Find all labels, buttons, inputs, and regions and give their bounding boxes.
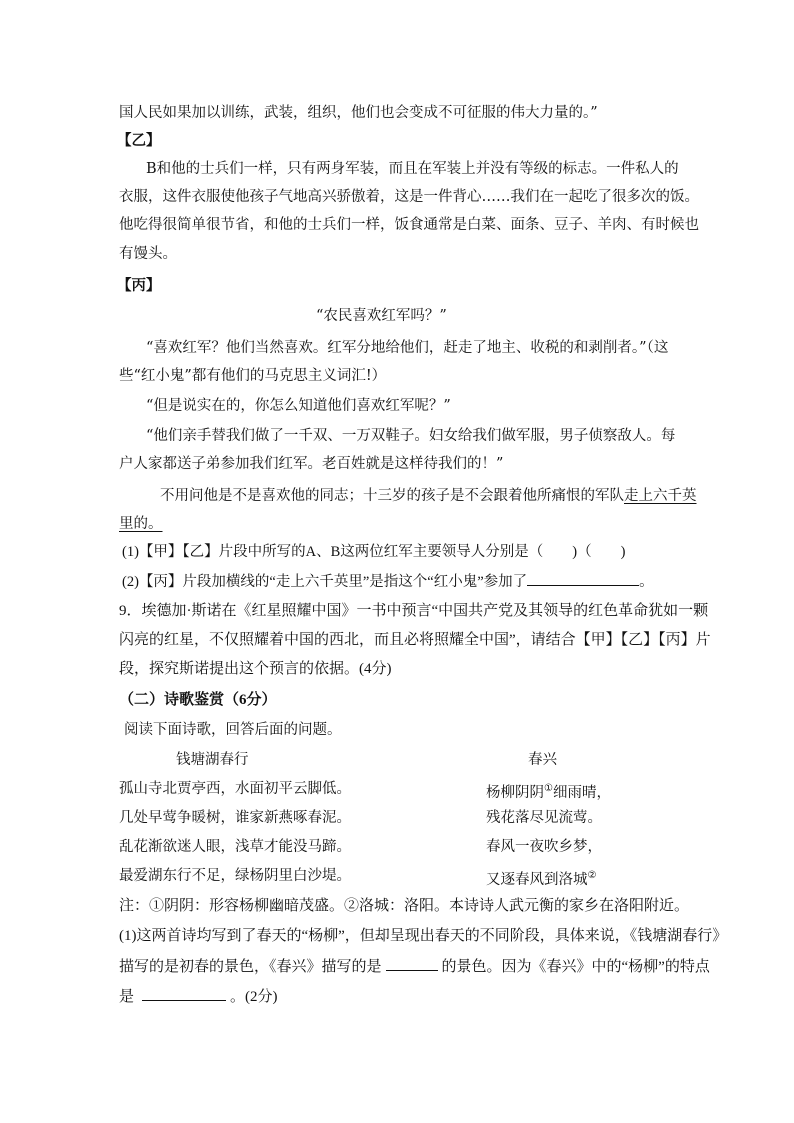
poem-2-line: 残花落尽见流莺。 (486, 810, 602, 826)
answer-blank[interactable] (142, 986, 226, 1001)
poem-1-line: 最爱湖东行不足，绿杨阴里白沙堤。 (119, 868, 351, 884)
poetry-question-text: 的景色。因为《春兴》中的“杨柳”的特点 (441, 959, 710, 975)
poem-2-line (486, 779, 611, 803)
underlined-phrase: 走上六千英 (624, 488, 697, 504)
poem-2-text: 细雨晴， (552, 784, 611, 801)
poem-2-title: 春兴 (528, 752, 557, 768)
question-9-line: 段，探究斯诺提出这个预言的依据。(4分) (119, 661, 392, 677)
answer-blank[interactable] (386, 956, 438, 971)
poem-1-line: 几处早莺争暖树，谁家新燕啄春泥。 (119, 810, 351, 826)
section-bing-line: 户人家都送子弟参加我们红军。老百姓就是这样待我们的！” (119, 456, 504, 472)
answer-blank[interactable] (527, 571, 639, 586)
poetry-question-text: 。(2分) (230, 989, 278, 1005)
section-bing-line: 些“红小鬼”都有他们的马克思主义词汇!） (119, 368, 387, 384)
underlined-phrase: 里的。 (119, 516, 163, 532)
question-2 (122, 571, 654, 592)
section-bing-line: “他们亲手替我们做了一千双、一万双鞋子。妇女给我们做军服，男子侦察敌人。每 (146, 428, 676, 444)
poetry-question-line (119, 956, 710, 977)
poetry-question-text: 描写的是初春的景色，《春兴》描写的是 (119, 959, 382, 975)
poem-1-line: 孤山寺北贾亭西，水面初平云脚低。 (119, 781, 351, 797)
section-yi-line: 有馒头。 (119, 246, 177, 262)
question-9-line: 9．埃德加·斯诺在《红星照耀中国》一书中预言“中国共产党及其领导的红色革命犹如一颗 (119, 603, 709, 619)
poem-2-line (486, 866, 596, 890)
section-yi-line: B和他的士兵们一样，只有两身军装，而且在军装上并没有等级的标志。一件私人的 (146, 161, 679, 177)
poem-1-line: 乱花渐欲迷人眼，浅草才能没马蹄。 (119, 839, 351, 855)
section-yi-line: 衣服，这件衣服使他孩子气地高兴骄傲着，这是一件背心……我们在一起吃了很多次的饭。 (119, 189, 699, 205)
question-2-text: (2)【丙】片段加横线的“走上六千英里”是指这个“红小鬼”参加了 (122, 574, 528, 590)
question-1: (1)【甲】【乙】片段中所写的A、B这两位红军主要领导人分别是（ )（ ) (122, 544, 626, 560)
poetry-notes: 注：①阴阴：形容杨柳幽暗茂盛。②洛城：洛阳。本诗诗人武元衡的家乡在洛阳附近。 (119, 898, 690, 914)
poem-2-text: 杨柳阴阴 (486, 784, 544, 801)
poetry-instruction: 阅读下面诗歌，回答后面的问题。 (124, 722, 342, 738)
section-bing-label: 【丙】 (117, 277, 161, 294)
footnote-marker: ① (544, 783, 553, 794)
section-bing-line (160, 486, 697, 506)
poem-2-text: 又逐春风到洛城 (486, 871, 588, 888)
poetry-question-text: 是 (119, 989, 135, 1005)
section-bing-line: “但是说实在的，你怎么知道他们喜欢红军呢？” (146, 398, 451, 414)
question-2-end: 。 (639, 574, 654, 590)
section-yi-line: 他吃得很简单很节省，和他的士兵们一样，饭食通常是白菜、面条、豆子、羊肉、有时候也 (119, 217, 699, 233)
section-bing-center-line: “农民喜欢红军吗？” (316, 308, 447, 324)
poem-2-line: 春风一夜吹乡梦， (486, 839, 602, 855)
section-bing-line: “喜欢红军？他们当然喜欢。红军分地给他们，赶走了地主、收税的和剥削者。”（这 (146, 340, 669, 356)
poetry-question-line (119, 986, 278, 1007)
prev-paragraph-line: 国人民如果加以训练，武装，组织，他们也会变成不可征服的伟大力量的。” (119, 105, 598, 121)
question-9-line: 闪亮的红星，不仅照耀着中国的西北，而且必将照耀全中国”，请结合【甲】【乙】【丙】片 (119, 632, 711, 648)
poem-1-title: 钱塘湖春行 (176, 752, 249, 768)
section-yi-label: 【乙】 (117, 132, 161, 149)
section-bing-text: 不用问他是不是喜欢他的同志；十三岁的孩子是不会跟着他所痛恨的军队 (160, 488, 624, 504)
section-bing-line (119, 514, 163, 534)
footnote-marker: ② (587, 870, 597, 881)
poetry-question-line: (1)这两首诗均写到了春天的“杨柳”，但却呈现出春天的不同阶段，具体来说，《钱塘湖春行》 (119, 928, 728, 944)
poetry-heading: （二）诗歌鉴赏（6分） (119, 692, 277, 708)
